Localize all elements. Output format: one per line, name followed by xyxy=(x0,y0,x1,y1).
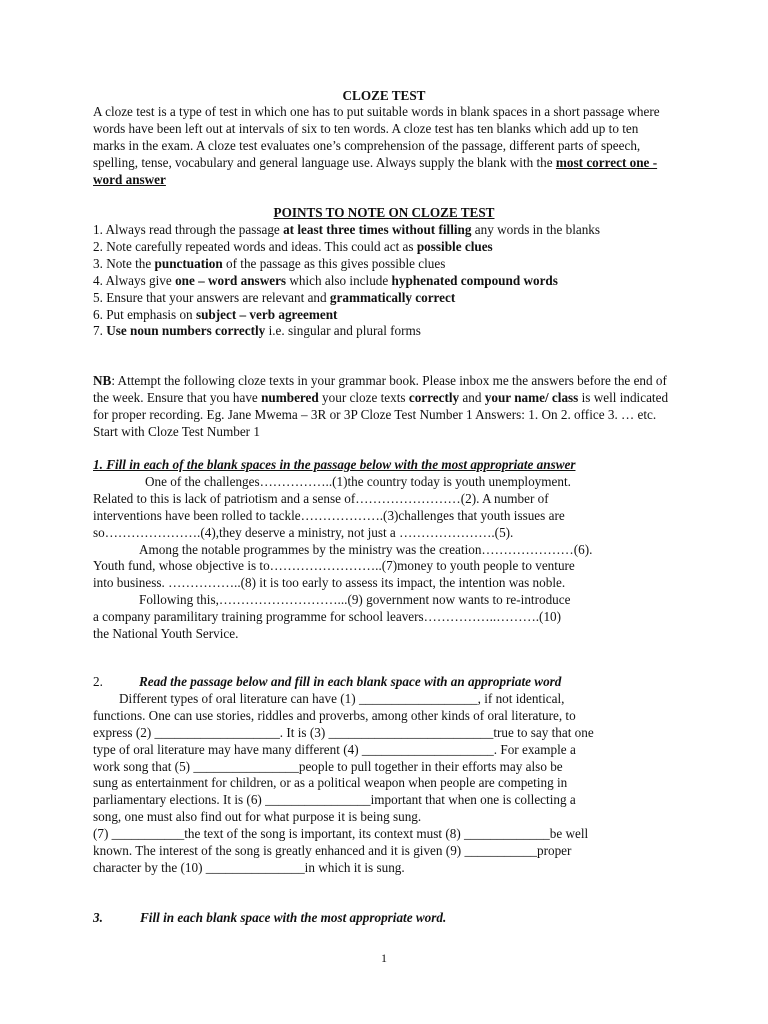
question-1 xyxy=(93,457,693,643)
nb-paragraph: NB: Attempt the following cloze texts in your grammar book. Please inbox me the answers before the end of the week. Ensure that you have numbered your cloze texts correctly and your name/ class is well indicated for proper recording. Eg. Jane Mwema – 3R or 3P Cloze Test Number 1 Answers: 1. On 2. office 3. … etc. Start with Cloze Test Number 1 xyxy=(93,373,669,439)
q2-line-6: sung as entertainment for children, or as a political weapon when people are competing in xyxy=(93,775,568,791)
point-5: 5. Ensure that your answers are relevant and grammatically correct xyxy=(93,289,456,305)
q1-line-10: the National Youth Service. xyxy=(93,626,239,642)
q1-line-2: Related to this is lack of patriotism and a sense of……………………(2). A number of xyxy=(93,490,549,506)
point-6: 6. Put emphasis on subject – verb agreement xyxy=(93,306,338,322)
question-2 xyxy=(93,674,693,877)
q2-line-8: song, one must also find out for what purpose it is being sung. xyxy=(93,809,422,825)
q1-line-1: One of the challenges……………..(1)the country today is youth unemployment. xyxy=(145,473,571,489)
nb-label: NB xyxy=(93,373,112,388)
q1-line-5: Among the notable programmes by the ministry was the creation…………………(6). xyxy=(139,541,593,557)
q2-line-4: type of oral literature may have many different (4) ____________________. For example a xyxy=(93,741,576,757)
q1-line-8: Following this,………………………...(9) government now wants to re-introduce xyxy=(139,592,571,608)
question-2-heading: Read the passage below and fill in each blank space with an appropriate word xyxy=(139,674,562,689)
question-2-number: 2. xyxy=(93,674,103,689)
q2-line-5: work song that (5) ________________people to pull together in their efforts may also be xyxy=(93,758,563,774)
point-3: 3. Note the punctuation of the passage as this gives possible clues xyxy=(93,255,446,271)
q1-line-7: into business. ……………..(8) it is too early to assess its impact, the intention was noble. xyxy=(93,575,566,591)
point-4: 4. Always give one – word answers which also include hyphenated compound words xyxy=(93,272,558,288)
q2-line-2: functions. One can use stories, riddles and proverbs, among other kinds of oral literature, to xyxy=(93,707,576,723)
q2-line-1: Different types of oral literature can have (1) __________________, if not identical, xyxy=(119,690,565,706)
question-3-heading: Fill in each blank space with the most appropriate word. xyxy=(140,910,447,925)
question-1-heading: 1. Fill in each of the blank spaces in the passage below with the most appropriate answer xyxy=(93,457,576,472)
intro-emphasis: most correct one - word answer xyxy=(93,154,658,187)
intro-text: A cloze test is a type of test in which one has to put suitable words in blank spaces in a short passage where words have been left out at intervals of six to ten words. A cloze test has ten blanks which add up to ten marks in the exam. A cloze test evaluates one’s comprehension of the passage, different parts of speech, spelling, tense, vocabulary and general language use. Always supply the blank with the xyxy=(93,104,660,170)
page-number: 1 xyxy=(381,951,387,965)
q1-line-4: so………………….(4),they deserve a ministry, not just a ………………….(5). xyxy=(93,524,514,540)
q2-line-9: (7) ___________the text of the song is important, its context must (8) _____________be well xyxy=(93,826,589,842)
point-2: 2. Note carefully repeated words and ideas. This could act as possible clues xyxy=(93,238,493,254)
q1-line-3: interventions have been rolled to tackle……………….(3)challenges that youth issues are xyxy=(93,507,565,523)
q2-line-11: character by the (10) _______________in which it is sung. xyxy=(93,859,405,875)
q2-line-7: parliamentary elections. It is (6) ________________important that when one is collecting a xyxy=(93,792,576,808)
question-2-heading-row xyxy=(93,674,693,691)
q2-line-10: known. The interest of the song is greatly enhanced and it is given (9) ___________proper xyxy=(93,843,572,859)
page-title: CLOZE TEST xyxy=(342,88,426,103)
question-3-number: 3. xyxy=(93,910,103,925)
points-heading: POINTS TO NOTE ON CLOZE TEST xyxy=(273,205,495,220)
q1-line-9: a company paramilitary training programme for school leavers……………..……….(10) xyxy=(93,609,562,625)
q1-line-6: Youth fund, whose objective is to……………………..(7)money to youth people to venture xyxy=(93,558,575,574)
point-1: 1. Always read through the passage at least three times without filling any words in the blanks xyxy=(93,222,601,237)
point-7: 7. Use noun numbers correctly i.e. singular and plural forms xyxy=(93,323,421,339)
points-list xyxy=(93,222,673,340)
q2-line-3: express (2) ___________________. It is (3) _________________________true to say that one xyxy=(93,724,594,740)
question-3 xyxy=(93,910,446,927)
intro-paragraph xyxy=(93,104,673,189)
